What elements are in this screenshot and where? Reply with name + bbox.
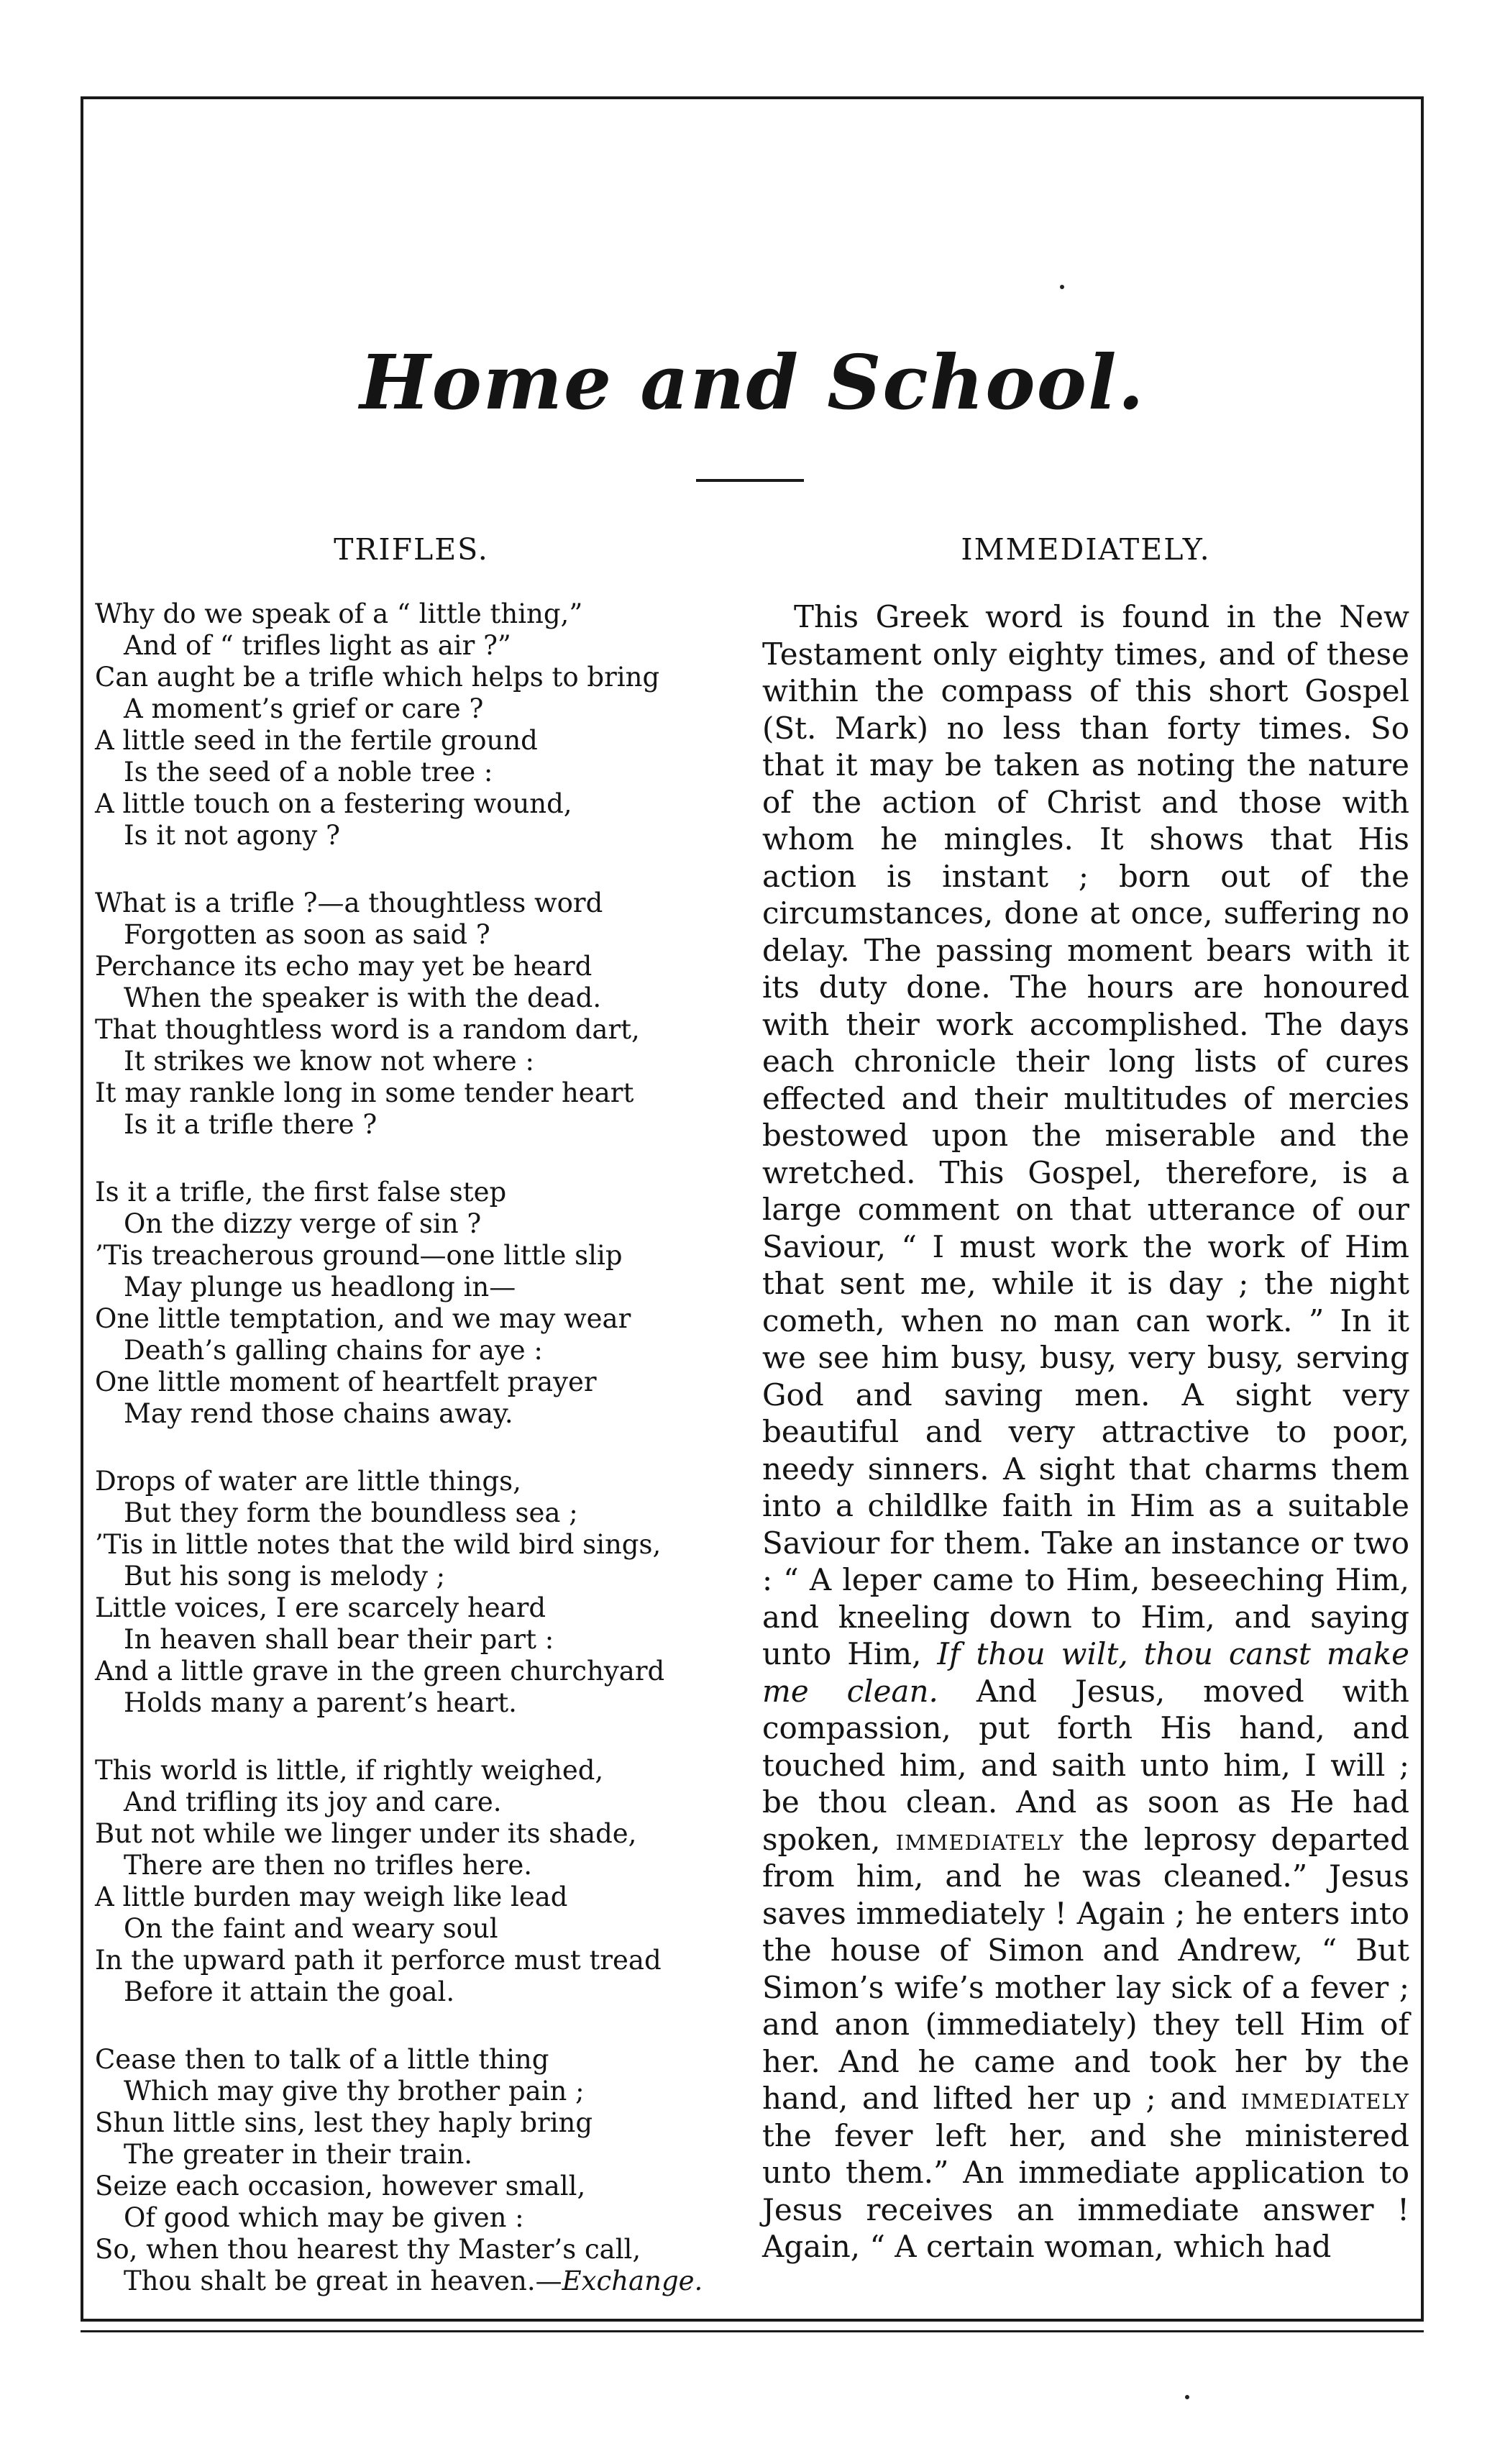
print-speck <box>1185 2395 1189 2399</box>
poem-line <box>95 1561 728 1592</box>
poem-stanza <box>95 1755 728 2008</box>
poem-line <box>95 1687 728 1719</box>
poem-line <box>95 1976 728 2008</box>
poem-line-text: And of “ trifles light as air ?” <box>124 630 511 661</box>
poem-body <box>95 598 728 2297</box>
poem-line <box>95 2234 728 2265</box>
poem-line-text: Seize each occasion, however small, <box>95 2171 586 2201</box>
poem-line-text: Of good which may be given : <box>124 2202 524 2233</box>
poem-line-text: Drops of water are little things, <box>95 1466 521 1497</box>
poem-line-text: This world is little, if rightly weighed, <box>95 1755 604 1786</box>
poem-line <box>95 820 728 852</box>
poem-line-text: On the faint and weary soul <box>124 1913 498 1944</box>
poem-line-text: Cease then to talk of a little thing <box>95 2044 549 2075</box>
article-text: This Greek word is found in the New Testament only eighty times, and of these within the compass of this short Gospel (St. Mark) no less than forty times. So that it may be taken as noting the nature of the action of Christ and those with whom he mingles. It shows that His action is instant ; born out of the circumstances, done at once, suffering no delay. The passing moment bears with it its duty done. The hours are honoured with their work accomplished. The days each chronicle their long lists of cures effected and their multitudes of mercies bestowed upon the miserable and the wretched. This Gospel, therefore, is a large comment on that utterance of our Saviour, “ I must work the work of Him that sent me, while it is day ; the night cometh, when no man can work. ” In it we see him busy, busy, very busy, serving God and saving men. A sight very beautiful and very attractive to poor, needy sinners. A sight that charms them into a childlke faith in Him as a suitable Saviour for them. Take an instance or two : “ A leper came to Him, beseeching Him, and kneeling down to Him, and saying unto Him, <box>762 599 1409 1671</box>
poem-line <box>95 1208 728 1240</box>
poem-line <box>95 1177 728 1208</box>
frame-right-rule <box>1421 96 1424 2319</box>
poem-line <box>95 1272 728 1303</box>
poem-line <box>95 2265 728 2297</box>
poem-stanza <box>95 888 728 1141</box>
poem-line <box>95 725 728 757</box>
article-body <box>762 598 1409 2265</box>
poem-line <box>95 1497 728 1529</box>
poem-line <box>95 630 728 662</box>
poem-line-text: A moment’s grief or care ? <box>124 693 484 724</box>
poem-line-text: So, when thou hearest thy Master’s call, <box>95 2234 641 2265</box>
poem-line <box>95 1755 728 1787</box>
poem-line-text: But not while we linger under its shade, <box>95 1818 637 1849</box>
poem-line <box>95 1077 728 1109</box>
masthead-title: Home and School. <box>360 338 1145 426</box>
poem-line <box>95 1046 728 1077</box>
poem-line-text: One little moment of heartfelt prayer <box>95 1366 597 1397</box>
poem-line-text: One little temptation, and we may wear <box>95 1303 631 1334</box>
poem-line-text: Which may give thy brother pain ; <box>124 2076 585 2107</box>
frame-bottom-rule <box>81 2319 1424 2322</box>
frame-top-rule <box>81 96 1424 99</box>
poem-line <box>95 1335 728 1366</box>
poem-line <box>95 1014 728 1046</box>
poem-line <box>95 2076 728 2107</box>
poem-line-text: Thou shalt be great in heaven.— <box>124 2265 562 2296</box>
poem-line <box>95 662 728 693</box>
poem-line-text: ’Tis in little notes that the wild bird sings, <box>95 1529 662 1560</box>
poem-line-text: Perchance its echo may yet be heard <box>95 951 593 982</box>
poem-column <box>95 532 728 2297</box>
emphasis-italic: If thou wilt, thou canst make me clean. <box>762 1636 1410 1709</box>
poem-line-text: What is a trifle ?—a thoughtless word <box>95 888 603 918</box>
poem-line-text: Death’s galling chains for aye : <box>124 1335 543 1366</box>
emphasis-smallcaps: immediately <box>1240 2081 1409 2116</box>
frame-bottom-rule-double <box>81 2330 1424 2332</box>
poem-line <box>95 1109 728 1141</box>
poem-line <box>95 919 728 951</box>
poem-line-text: The greater in their train. <box>124 2139 473 2170</box>
poem-line-text: A little seed in the fertile ground <box>95 725 538 756</box>
poem-line <box>95 2202 728 2234</box>
poem-line <box>95 1240 728 1272</box>
poem-stanza <box>95 1466 728 1719</box>
poem-stanza <box>95 1177 728 1430</box>
poem-line-text: It may rankle long in some tender heart <box>95 1077 634 1108</box>
poem-line-text: Is the seed of a noble tree : <box>124 757 493 788</box>
poem-line <box>95 1303 728 1335</box>
poem-line <box>95 1466 728 1497</box>
poem-line <box>95 1818 728 1850</box>
masthead-divider <box>696 479 804 482</box>
poem-line-text: Forgotten as soon as said ? <box>124 919 490 950</box>
poem-line-text: It strikes we know not where : <box>124 1046 534 1077</box>
poem-line-text: In heaven shall bear their part : <box>124 1624 554 1655</box>
poem-line-text: And trifling its joy and care. <box>124 1787 502 1817</box>
poem-line-text: Can aught be a trifle which helps to bring <box>95 662 660 693</box>
poem-line-text: May rend those chains away. <box>124 1398 513 1429</box>
poem-line <box>95 1913 728 1945</box>
poem-line-text: But they form the boundless sea ; <box>124 1497 578 1528</box>
poem-line <box>95 2171 728 2202</box>
poem-line <box>95 1592 728 1624</box>
poem-line <box>95 1656 728 1687</box>
poem-line-text: But his song is melody ; <box>124 1561 446 1592</box>
poem-line-text: Shun little sins, lest they haply bring <box>95 2107 593 2138</box>
article-column <box>762 532 1409 2265</box>
poem-line-text: ’Tis treacherous ground—one little slip <box>95 1240 623 1271</box>
poem-line <box>95 1850 728 1881</box>
poem-line-text: Little voices, I ere scarcely heard <box>95 1592 546 1623</box>
article-title: IMMEDIATELY. <box>961 532 1211 567</box>
poem-line-text: When the speaker is with the dead. <box>124 982 602 1013</box>
poem-line-text: That thoughtless word is a random dart, <box>95 1014 640 1045</box>
poem-line <box>95 1624 728 1656</box>
poem-line <box>95 1529 728 1561</box>
poem-line-text: A little touch on a festering wound, <box>95 788 572 819</box>
poem-line <box>95 757 728 788</box>
poem-line-text: Holds many a parent’s heart. <box>124 1687 517 1718</box>
poem-line <box>95 1398 728 1430</box>
poem-stanza <box>95 2044 728 2297</box>
poem-line-text: May plunge us headlong in— <box>124 1272 516 1302</box>
poem-line <box>95 2107 728 2139</box>
poem-stanza <box>95 598 728 852</box>
frame-left-rule <box>81 96 83 2319</box>
poem-line <box>95 951 728 982</box>
poem-line-text: Is it a trifle, the first false step <box>95 1177 507 1208</box>
poem-line-text: A little burden may weigh like lead <box>95 1881 568 1912</box>
poem-line-text: Before it attain the goal. <box>124 1976 455 2007</box>
poem-line <box>95 1881 728 1913</box>
poem-line <box>95 2044 728 2076</box>
article-text: And Jesus, moved with compassion, put forth His hand, and touched him, and saith unto him, I will ; be thou clean. And as soon as He had spoken, <box>762 1673 1409 1857</box>
poem-line <box>95 2139 728 2171</box>
poem-line <box>95 693 728 725</box>
article-paragraph <box>762 598 1409 2265</box>
article-text: the leprosy departed from him, and he was cleaned.” Jesus saves immediately ! Again ; he enters into the house of Simon and Andrew, “ But Simon’s wife’s mother lay sick of a fever ; and anon (immediately) they tell Him of her. And he came and took her by the hand, and lifted her up ; and <box>762 1821 1409 2116</box>
poem-line <box>95 1366 728 1398</box>
poem-line <box>95 982 728 1014</box>
poem-line <box>95 1945 728 1976</box>
poem-line-text: In the upward path it perforce must tread <box>95 1945 662 1976</box>
poem-line-text: On the dizzy verge of sin ? <box>124 1208 482 1239</box>
poem-title: TRIFLES. <box>334 532 489 567</box>
poem-line <box>95 1787 728 1818</box>
emphasis-smallcaps: immediately <box>895 1821 1064 1857</box>
poem-line-text: Is it not agony ? <box>124 820 340 851</box>
poem-line-text: And a little grave in the green churchyard <box>95 1656 665 1687</box>
poem-line <box>95 598 728 630</box>
poem-line-text: There are then no trifles here. <box>124 1850 532 1881</box>
print-speck <box>1060 285 1064 289</box>
poem-line-text: Why do we speak of a “ little thing,” <box>95 598 583 629</box>
poem-line-text: Is it a trifle there ? <box>124 1109 378 1140</box>
poem-line <box>95 888 728 919</box>
poem-source-attribution: Exchange. <box>562 2265 703 2296</box>
article-text: the fever left her, and she ministered unto them.” An immediate application to Jesus receives an immediate answer ! Again, “ A certain woman, which had <box>762 2117 1409 2264</box>
poem-line <box>95 788 728 820</box>
